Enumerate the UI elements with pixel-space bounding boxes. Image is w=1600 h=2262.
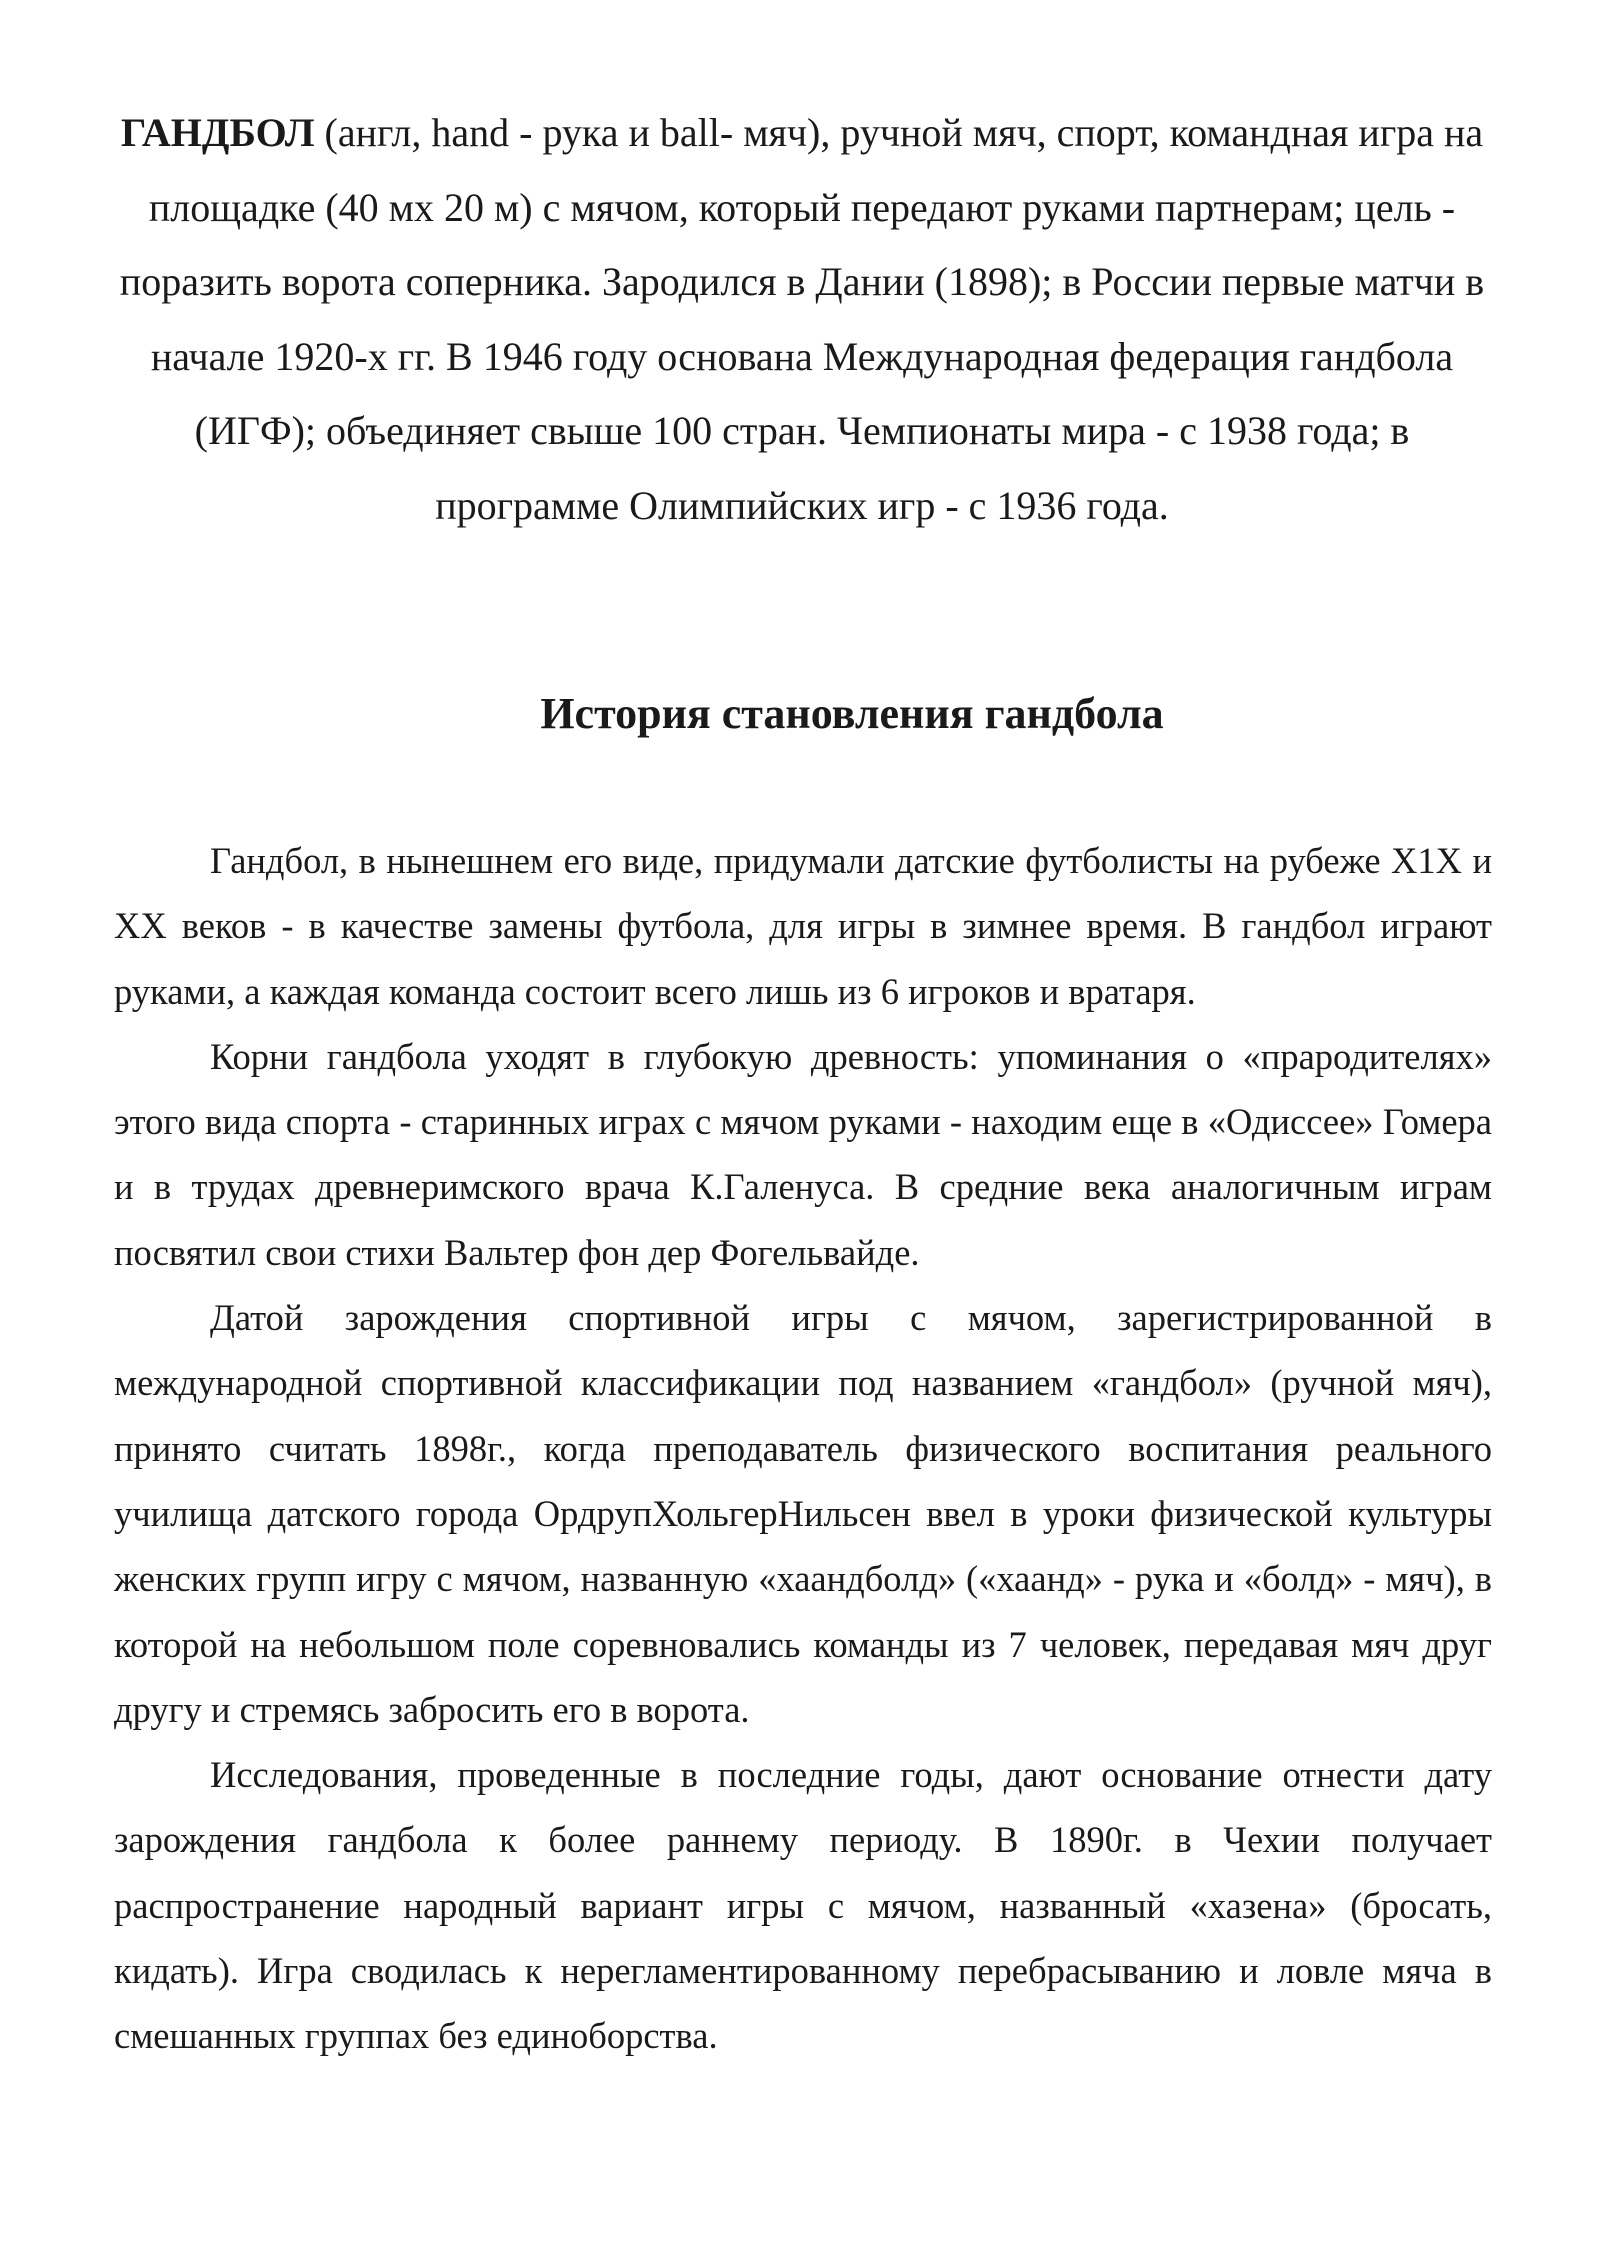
body-paragraph-1: Гандбол, в нынешнем его виде, придумали датские футболисты на рубеже Х1Х и ХХ веков - в качестве замены футбола, для игры в зимнее время. В гандбол играют руками, а каждая команда состоит всего лишь из 6 игроков и вратаря. xyxy=(114,840,1492,1012)
body-paragraph-4: Исследования, проведенные в последние годы, дают основание отнести дату зарождения гандбола к более раннему периоду. В 1890г. в Чехии получает распространение народный вариант игры с мячом, названный «хазена» (бросать, кидать). Игра сводилась к нерегламентированному перебрасыванию и ловле мяча в смешанных группах без единоборства. xyxy=(114,1754,1492,2057)
body-paragraph-3: Датой зарождения спортивной игры с мячом, зарегистрированной в международной спортивной классификации под названием «гандбол» (ручной мяч), принято считать 1898г., когда преподаватель физического воспитания реального училища датского города ОрдрупХольгерНильсен ввел в уроки физической культуры женских групп игру с мячом, названную «хаандболд» («хаанд» - рука и «болд» - мяч), в которой на небольшом поле соревновались команды из 7 человек, передавая мяч друг другу и стремясь забросить его в ворота. xyxy=(114,1297,1492,1730)
body-paragraph-2: Корни гандбола уходят в глубокую древность: упоминания о «прародителях» этого вида спорта - старинных играх с мячом руками - находим еще в «Одиссее» Гомера и в трудах древнеримского врача К.Галенуса. В средние века аналогичным играм посвятил свои стихи Вальтер фон дер Фогельвайде. xyxy=(114,1035,1492,1273)
intro-paragraph xyxy=(112,96,1492,543)
intro-definition: (англ, hand - рука и ball- мяч), ручной мяч, спорт, командная игра на площадке (40 мх 20 м) с мячом, который передают руками партнерам; цель - поразить ворота соперника. Зародился в Дании (1898); в России первые матчи в начале 1920-х гг. В 1946 году основана Международная федерация гандбола (ИГФ); объединяет свыше 100 стран. Чемпионаты мира - с 1938 года; в программе Олимпийских игр - с 1936 года. xyxy=(119,110,1485,528)
section-body xyxy=(114,828,1492,2069)
section-heading: История становления гандбола xyxy=(540,689,1164,738)
intro-term: ГАНДБОЛ xyxy=(120,110,315,155)
